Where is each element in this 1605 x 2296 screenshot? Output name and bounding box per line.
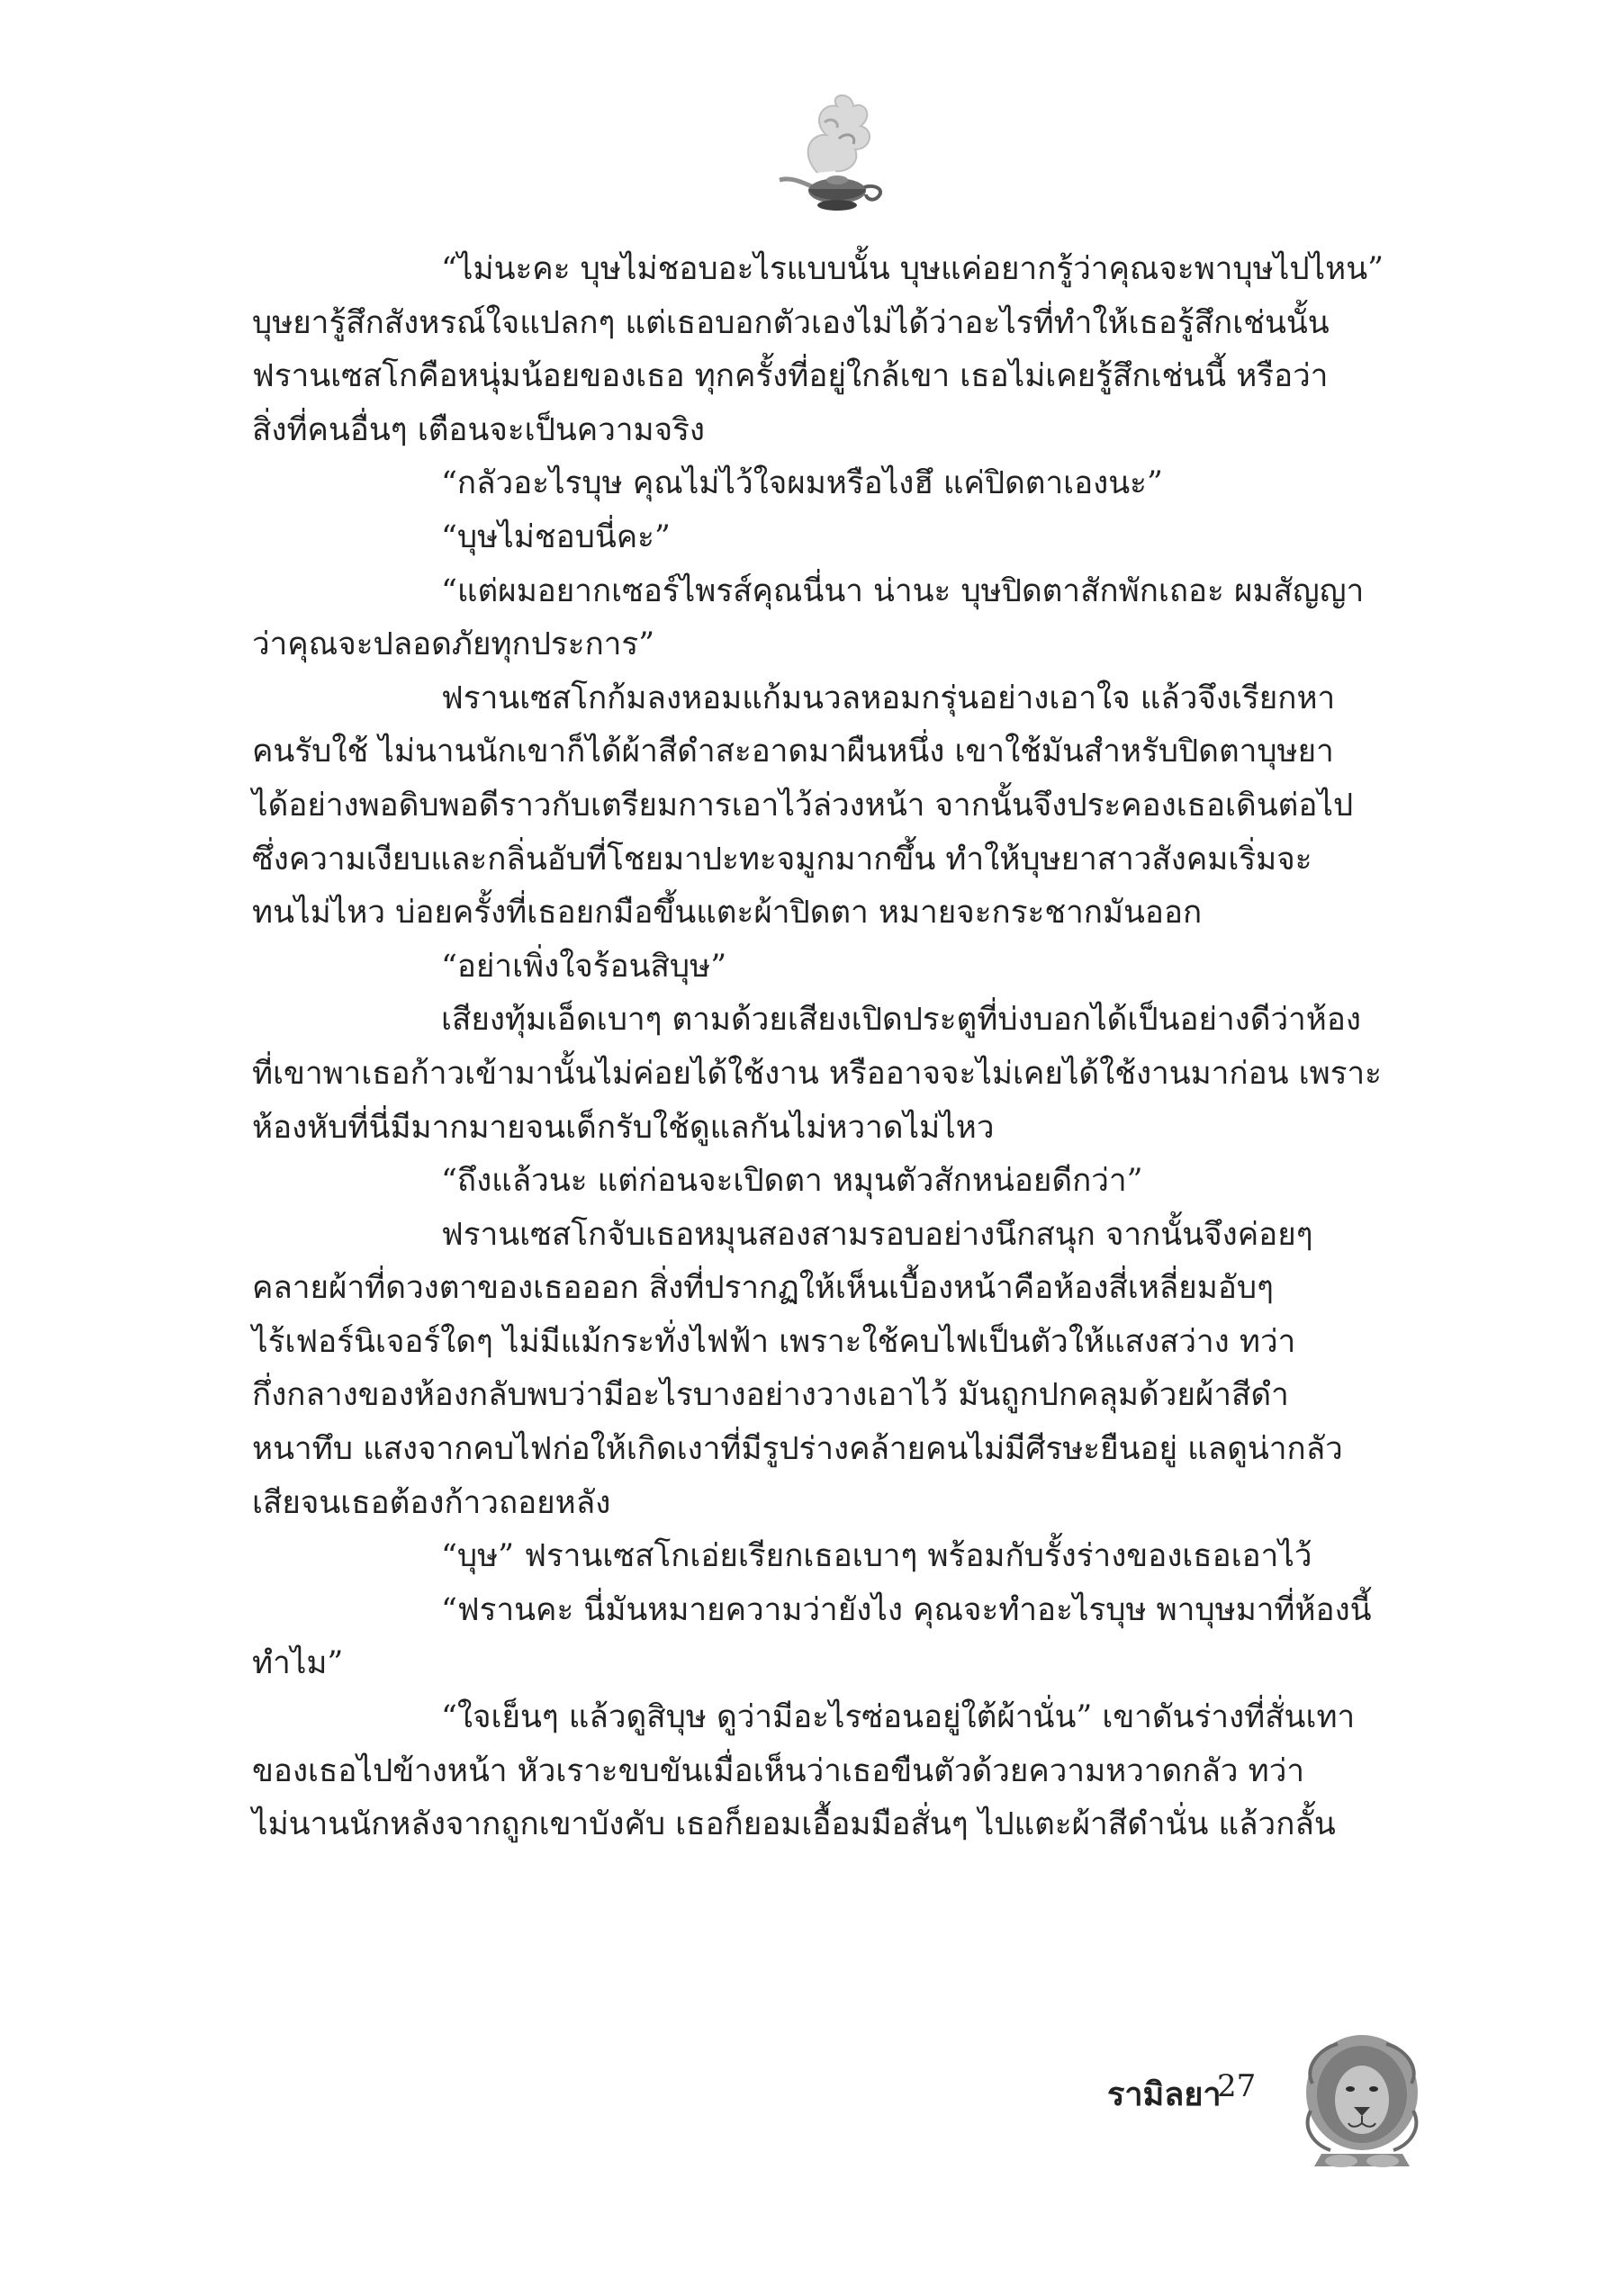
- text-line: “อย่าเพิ่งใจร้อนสิบุษ”: [441, 948, 727, 985]
- paragraph-6: [252, 941, 1395, 995]
- text-line: ฟรานเซสโกจับเธอหมุนสองสามรอบอย่างนึกสนุก จากนั้นจึงค่อยๆ: [441, 1216, 1313, 1253]
- text-line: “ไม่นะคะ บุษไม่ชอบอะไรแบบนั้น บุษแค่อยากรู้ว่าคุณจะพาบุษไปไหน”: [441, 251, 1384, 287]
- text-line: ซึ่งความเงียบและกลิ่นอับที่โชยมาปะทะจมูกมากขึ้น ทำให้บุษยาสาวสังคมเริ่มจะ: [252, 841, 1312, 878]
- genie-lamp-ornament-icon: [765, 90, 900, 216]
- text-line: คลายผ้าที่ดวงตาของเธอออก สิ่งที่ปรากฏให้เห็นเบื้องหน้าคือห้องสี่เหลี่ยมอับๆ: [252, 1270, 1274, 1307]
- paragraph-1: [252, 243, 1395, 457]
- text-line: คนรับใช้ ไม่นานนักเขาก็ได้ผ้าสีดำสะอาดมาผืนหนึ่ง เขาใช้มันสำหรับปิดตาบุษยา: [252, 734, 1334, 770]
- text-line: “แต่ผมอยากเซอร์ไพรส์คุณนี่นา น่านะ บุษปิดตาสักพักเถอะ ผมสัญญา: [441, 572, 1365, 609]
- text-line: ได้อย่างพอดิบพอดีราวกับเตรียมการเอาไว้ล่วงหน้า จากนั้นจึงประคองเธอเดินต่อไป: [252, 787, 1354, 824]
- text-line: ว่าคุณจะปลอดภัยทุกประการ”: [252, 626, 655, 663]
- text-line: ฟรานเซสโกก้มลงหอมแก้มนวลหอมกรุ่นอย่างเอาใจ แล้วจึงเรียกหา: [441, 680, 1336, 716]
- lion-illustration-icon: [1294, 2030, 1429, 2169]
- text-line: ไม่นานนักหลังจากถูกเขาบังคับ เธอก็ยอมเอื้อมมือสั่นๆ ไปแตะผ้าสีดำนั่น แล้วกลั้น: [252, 1806, 1336, 1843]
- paragraph-5: [252, 672, 1395, 941]
- text-line: ทนไม่ไหว บ่อยครั้งที่เธอยกมือขึ้นแตะผ้าปิดตา หมายจะกระชากมันออก: [252, 895, 1203, 932]
- paragraph-2: [252, 457, 1395, 511]
- page-number: 27: [1217, 2068, 1257, 2104]
- running-footer-title: รามิลยา: [1107, 2075, 1222, 2113]
- text-line: “กลัวอะไรบุษ คุณไม่ไว้ใจผมหรือไงฮึ แค่ปิดตาเองนะ”: [441, 465, 1163, 502]
- paragraph-7: [252, 994, 1395, 1155]
- paragraph-4: [252, 565, 1395, 672]
- text-line: กึ่งกลางของห้องกลับพบว่ามีอะไรบางอย่างวางเอาไว้ มันถูกปกคลุมด้วยผ้าสีดำ: [252, 1377, 1289, 1414]
- paragraph-12: [252, 1691, 1395, 1852]
- paragraph-9: [252, 1209, 1395, 1531]
- paragraph-8: [252, 1155, 1395, 1209]
- paragraph-11: [252, 1584, 1395, 1691]
- text-line: ห้องหับที่นี่มีมากมายจนเด็กรับใช้ดูแลกันไม่หวาดไม่ไหว: [252, 1109, 995, 1146]
- text-line: “ฟรานคะ นี่มันหมายความว่ายังไง คุณจะทำอะไรบุษ พาบุษมาที่ห้องนี้: [441, 1591, 1372, 1628]
- text-line: ฟรานเซสโกคือหนุ่มน้อยของเธอ ทุกครั้งที่อยู่ใกล้เขา เธอไม่เคยรู้สึกเช่นนี้ หรือว่า: [252, 358, 1329, 395]
- paragraph-3: [252, 511, 1395, 565]
- text-line: บุษยารู้สึกสังหรณ์ใจแปลกๆ แต่เธอบอกตัวเองไม่ได้ว่าอะไรที่ทำให้เธอรู้สึกเช่นนั้น: [252, 304, 1330, 341]
- text-line: ทำไม”: [252, 1645, 344, 1682]
- text-line: ไร้เฟอร์นิเจอร์ใดๆ ไม่มีแม้กระทั่งไฟฟ้า เพราะใช้คบไฟเป็นตัวให้แสงสว่าง ทว่า: [252, 1323, 1296, 1360]
- text-line: ของเธอไปข้างหน้า หัวเราะขบขันเมื่อเห็นว่าเธอขืนตัวด้วยความหวาดกลัว ทว่า: [252, 1752, 1305, 1789]
- text-line: “บุษ” ฟรานเซสโกเอ่ยเรียกเธอเบาๆ พร้อมกับรั้งร่างของเธอเอาไว้: [441, 1538, 1312, 1575]
- text-line: “ใจเย็นๆ แล้วดูสิบุษ ดูว่ามีอะไรซ่อนอยู่ใต้ผ้านั่น” เขาดันร่างที่สั่นเทา: [441, 1699, 1356, 1736]
- text-line: เสียจนเธอต้องก้าวถอยหลัง: [252, 1484, 611, 1521]
- text-line: “บุษไม่ชอบนี่คะ”: [441, 518, 671, 555]
- text-line: สิ่งที่คนอื่นๆ เตือนจะเป็นความจริง: [252, 411, 705, 448]
- text-line: หนาทึบ แสงจากคบไฟก่อให้เกิดเงาที่มีรูปร่างคล้ายคนไม่มีศีรษะยืนอยู่ แลดูน่ากลัว: [252, 1431, 1343, 1468]
- text-line: ที่เขาพาเธอก้าวเข้ามานั้นไม่ค่อยได้ใช้งาน หรืออาจจะไม่เคยได้ใช้งานมาก่อน เพราะ: [252, 1055, 1382, 1092]
- paragraph-10: [252, 1530, 1395, 1584]
- text-line: “ถึงแล้วนะ แต่ก่อนจะเปิดตา หมุนตัวสักหน่อยดีกว่า”: [441, 1163, 1143, 1200]
- body-text: [252, 243, 1395, 1852]
- text-line: เสียงทุ้มเอ็ดเบาๆ ตามด้วยเสียงเปิดประตูที่บ่งบอกได้เป็นอย่างดีว่าห้อง: [441, 1002, 1361, 1039]
